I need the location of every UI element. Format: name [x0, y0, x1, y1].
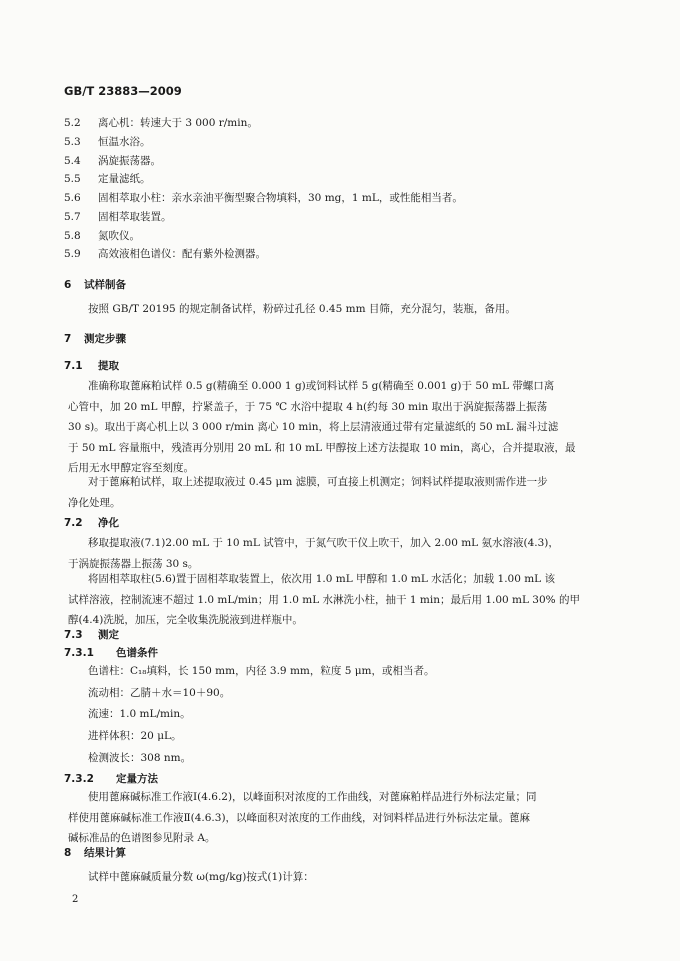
list-item: 5.6 固相萃取小柱：亲水亲油平衡型聚合物填料，30 mg，1 mL，或性能相当者。: [64, 192, 463, 204]
paragraph-7-2-transfer: 移取提取液(7.1)2.00 mL 于 10 mL 试管中，于氮气吹干仪上吹干，加入 2.00 mL 氨水溶液(4.3)， 于涡旋振荡器上振荡 30 s。: [68, 537, 559, 570]
flow-rate: 流速：1.0 mL/min。: [88, 708, 191, 720]
list-item: 5.4 涡旋振荡器。: [64, 155, 161, 167]
list-item: 5.3 恒温水浴。: [64, 136, 151, 148]
section-heading-6: 6 试样制备: [64, 279, 126, 291]
list-item: 5.2 离心机：转速大于 3 000 r/min。: [64, 117, 258, 129]
mobile-phase: 流动相：乙腈＋水＝10＋90。: [88, 687, 231, 699]
paragraph-7-3-2-quantification: 使用蓖麻碱标准工作液Ⅰ(4.6.2)，以峰面积对浓度的工作曲线，对蓖麻粕样品进行外标法定量；同 样使用蓖麻碱标准工作液Ⅱ(4.6.3)，以峰面积对浓度的工作曲线，对饲料样品进行外标法定量。蓖麻 碱标准品的色谱图参见附录 A。: [68, 791, 537, 844]
list-item: 5.5 定量滤纸。: [64, 173, 151, 185]
injection-volume: 进样体积：20 μL。: [88, 730, 182, 742]
section-heading-7-3-2: 7.3.2 定量方法: [64, 773, 158, 785]
section-heading-7-3-1: 7.3.1 色谱条件: [64, 647, 158, 659]
section-8-body: 试样中蓖麻碱质量分数 ω(mg/kg)按式(1)计算：: [88, 871, 314, 883]
list-item: 5.7 固相萃取装置。: [64, 211, 172, 223]
section-heading-7-2: 7.2 净化: [64, 517, 119, 529]
paragraph-7-1-extraction: 准确称取蓖麻粕试样 0.5 g(精确至 0.000 1 g)或饲料试样 5 g(精确至 0.001 g)于 50 mL 带螺口离 心管中，加 20 mL 甲醇，拧紧盖子，于 75 ℃ 水浴中提取 4 h(约每 30 min 取出于涡旋振荡器上振荡 30 s)。取出于离心机上以 3 000 r/min 离心 10 min，将上层清液通过带有定量滤纸的 50 mL 漏斗过滤 于 50 mL 容量瓶中，残渣再分别用 20 mL 和 10 mL 甲醇按上述方法提取 10 min，离心，合并提取液，最 后用无水甲醇定容至刻度。: [68, 380, 576, 474]
section-heading-7: 7 测定步骤: [64, 333, 126, 345]
section-heading-8: 8 结果计算: [64, 847, 126, 859]
standard-header: GB/T 23883—2009: [64, 84, 182, 98]
section-heading-7-1: 7.1 提取: [64, 360, 119, 372]
paragraph-7-1-note: 对于蓖麻粕试样，取上述提取液过 0.45 μm 滤膜，可直接上机测定；饲料试样提取液则需作进一步 净化处理。: [68, 476, 548, 509]
chromatography-column: 色谱柱：C₁₈填料，长 150 mm，内径 3.9 mm，粒度 5 μm，或相当者。: [88, 665, 435, 677]
detection-wavelength: 检测波长：308 nm。: [88, 752, 192, 764]
paragraph-7-2-spe: 将固相萃取柱(5.6)置于固相萃取装置上，依次用 1.0 mL 甲醇和 1.0 mL 水活化；加载 1.00 mL 该 试样溶液，控制流速不超过 1.0 mL/min；用 1.0 mL 水淋洗小柱，抽干 1 min；最后用 1.00 mL 30% 的甲 醇(4.4)洗脱，加压，完全收集洗脱液到进样瓶中。: [68, 573, 580, 626]
section-heading-7-3: 7.3 测定: [64, 629, 119, 641]
page-number: 2: [72, 894, 79, 905]
list-item: 5.9 高效液相色谱仪：配有紫外检测器。: [64, 248, 266, 260]
list-item: 5.8 氮吹仪。: [64, 230, 140, 242]
section-6-body: 按照 GB/T 20195 的规定制备试样，粉碎过孔径 0.45 mm 目筛，充分混匀，装瓶，备用。: [88, 303, 516, 315]
